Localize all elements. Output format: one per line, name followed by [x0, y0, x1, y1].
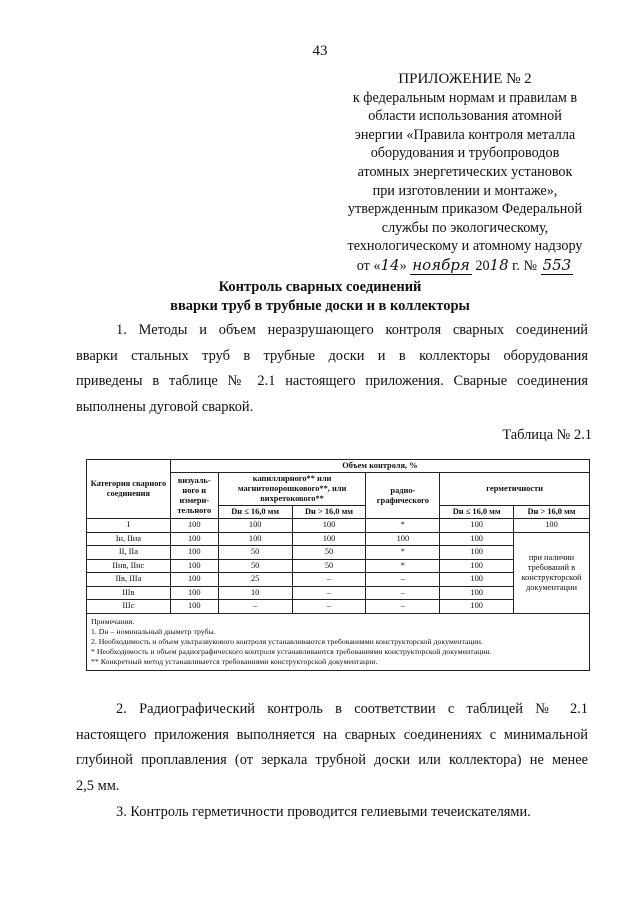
- cell-visual: 100: [170, 586, 218, 600]
- table-caption: Таблица № 2.1: [502, 427, 592, 443]
- table-notes: [87, 613, 590, 670]
- paragraph-2: [76, 697, 588, 799]
- page-number: 43: [312, 43, 328, 59]
- paragraph-line: приведены в таблице № 2.1 настоящего приложения. Сварные соединения: [76, 373, 588, 389]
- header-radio: радио-графического: [366, 473, 440, 519]
- cell-her-le: 100: [440, 600, 514, 614]
- cell-category: IIнв, IIнс: [87, 559, 171, 573]
- cell-visual: 100: [170, 573, 218, 587]
- cell-her-le: 100: [440, 573, 514, 587]
- appendix-line: службы по экологическому,: [381, 219, 549, 236]
- date-mid1: »: [399, 257, 407, 274]
- cell-her-le: 100: [440, 546, 514, 560]
- cell-cap-le: 25: [218, 573, 292, 587]
- cell-radio: *: [366, 546, 440, 560]
- cell-cap-gt: –: [292, 573, 366, 587]
- paragraph-line: выполнены дуговой сваркой.: [76, 398, 254, 415]
- appendix-line: к федеральным нормам и правилам в: [352, 89, 578, 106]
- cell-category: II, IIa: [87, 546, 171, 560]
- header-hermetic: герметичности: [440, 473, 590, 506]
- cell-her-le: 100: [440, 532, 514, 546]
- cell-visual: 100: [170, 600, 218, 614]
- cell-cap-gt: –: [292, 586, 366, 600]
- table-notes-row: [87, 613, 590, 670]
- cell-category: Iн, IIнa: [87, 532, 171, 546]
- note-line: * Необходимость и объем радиографического контроля устанавливаются требованиями конструкторской документации.: [91, 646, 492, 656]
- cell-category: IIIв: [87, 586, 171, 600]
- cell-cap-gt: 50: [292, 559, 366, 573]
- order-number: 553: [542, 255, 572, 274]
- date-prefix: от «: [356, 257, 381, 274]
- cell-cap-le: 10: [218, 586, 292, 600]
- cell-her-gt: 100: [514, 519, 590, 533]
- order-year-suffix: 18: [489, 255, 509, 274]
- order-day: 14: [380, 255, 400, 274]
- paragraph-line: глубиной проплавления (от зеркала трубной доски или коллектора) не менее: [76, 752, 588, 768]
- cell-her-le: 100: [440, 586, 514, 600]
- appendix-title: ПРИЛОЖЕНИЕ № 2: [398, 71, 532, 87]
- date-mid2: г. №: [512, 257, 538, 274]
- section-heading: [0, 278, 640, 316]
- cell-radio: –: [366, 600, 440, 614]
- paragraph-line: 2. Радиографический контроль в соответствии с таблицей № 2.1: [116, 701, 588, 717]
- cell-category: I: [87, 519, 171, 533]
- paragraph-line: вварки стальных труб в трубные доски и в коллекторы оборудования: [76, 347, 588, 364]
- cell-cap-gt: –: [292, 600, 366, 614]
- header-cap-le: Dн ≤ 16,0 мм: [218, 506, 292, 519]
- cell-cap-le: –: [218, 600, 292, 614]
- heading-line: вварки труб в трубные доски и в коллекторы: [170, 298, 470, 314]
- appendix-line: атомных энергетических установок: [357, 163, 573, 180]
- cell-radio: –: [366, 573, 440, 587]
- year-prefix: 20: [475, 257, 490, 274]
- note-line: 1. Dн – номинальный диаметр трубы.: [91, 626, 216, 636]
- cell-visual: 100: [170, 519, 218, 533]
- note-line: 2. Необходимость и объем ультразвукового контроля устанавливаются требованиями конструкторской документации.: [91, 636, 483, 646]
- cell-radio: *: [366, 519, 440, 533]
- control-table: [86, 459, 590, 671]
- cell-cap-le: 100: [218, 519, 292, 533]
- note-line: Примечания.: [91, 616, 135, 626]
- paragraph-3: [76, 800, 588, 826]
- table-row: [87, 532, 590, 546]
- appendix-line: при изготовлении и монтаже»,: [372, 182, 558, 199]
- appendix-line: области использования атомной: [368, 108, 562, 125]
- appendix-line: утвержденным приказом Федеральной: [347, 201, 583, 218]
- cell-radio: –: [366, 586, 440, 600]
- header-her-gt: Dн > 16,0 мм: [514, 506, 590, 519]
- appendix-line: энергии «Правила контроля металла: [354, 126, 576, 143]
- cell-cap-le: 50: [218, 546, 292, 560]
- cell-radio: 100: [366, 532, 440, 546]
- order-date-line: [315, 256, 615, 276]
- cell-cap-le: 100: [218, 532, 292, 546]
- cell-category: IIв, IIIa: [87, 573, 171, 587]
- cell-visual: 100: [170, 546, 218, 560]
- header-cap-gt: Dн > 16,0 мм: [292, 506, 366, 519]
- note-line: ** Конкретный метод устанавливается требованиями конструкторской документации.: [91, 656, 378, 666]
- header-category: Категория сварного соединения: [87, 460, 171, 519]
- appendix-line: технологическому и атомному надзору: [347, 238, 583, 255]
- cell-cap-le: 50: [218, 559, 292, 573]
- header-volume: Объем контроля, %: [170, 460, 589, 473]
- appendix-block: [315, 70, 615, 276]
- cell-cap-gt: 100: [292, 532, 366, 546]
- paragraph-line: 2,5 мм.: [76, 777, 120, 794]
- appendix-line: оборудования и трубопроводов: [370, 145, 560, 162]
- cell-visual: 100: [170, 559, 218, 573]
- cell-her-le: 100: [440, 559, 514, 573]
- cell-cap-gt: 50: [292, 546, 366, 560]
- paragraph-line: настоящего приложения выполняется на сварных соединениях с минимальной: [76, 726, 588, 743]
- paragraph-line: 1. Методы и объем неразрушающего контроля сварных соединений: [116, 322, 588, 338]
- header-capillary: капиллярного** или магнитопорошкового**, или вихретокового**: [218, 473, 366, 506]
- table-row: [87, 519, 590, 533]
- cell-radio: *: [366, 559, 440, 573]
- paragraph-line: 3. Контроль герметичности проводится гелиевыми течеискателями.: [116, 804, 531, 820]
- cell-visual: 100: [170, 532, 218, 546]
- paragraph-1: [76, 318, 588, 420]
- header-her-le: Dн ≤ 16,0 мм: [440, 506, 514, 519]
- order-month: ноября: [412, 255, 470, 274]
- cell-category: IIIс: [87, 600, 171, 614]
- cell-cap-gt: 100: [292, 519, 366, 533]
- header-visual: визуаль-ного и измери-тельного: [170, 473, 218, 519]
- heading-line: Контроль сварных соединений: [218, 279, 422, 295]
- cell-her-le: 100: [440, 519, 514, 533]
- cell-hermetic-note: при наличии требований в конструкторской документации: [514, 532, 590, 613]
